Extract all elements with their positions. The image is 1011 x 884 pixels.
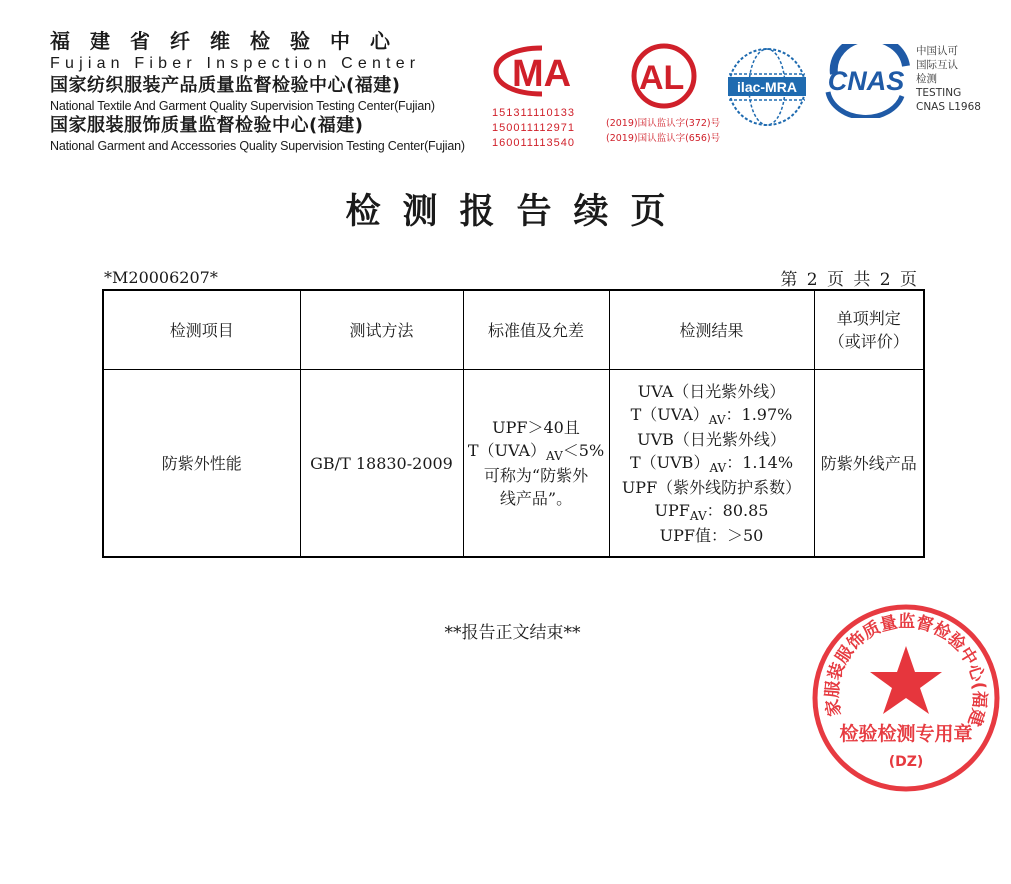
cma-number-1: 151311110133 xyxy=(492,107,575,119)
report-end-marker: **报告正文结束** xyxy=(444,623,581,643)
cnas-line-1: 中国认可 xyxy=(916,45,958,57)
cma-number-2: 150011112971 xyxy=(492,122,575,134)
cma-mark-icon xyxy=(492,44,592,98)
cnas-mark-text: CNAS xyxy=(827,66,905,96)
cma-mark-text: MA xyxy=(512,53,572,95)
seal-ring-text: 家服装服饰质量监督检验中心(福建 xyxy=(822,611,990,729)
table-row xyxy=(103,370,924,558)
page-indicator: 第 2 页 共 2 页 xyxy=(780,270,919,290)
center2-name-cn: 国家服装服饰质量监督检验中心(福建) xyxy=(50,115,364,136)
cnas-line-5: CNAS L1968 xyxy=(916,101,981,113)
result-uvb-value: $T(UVB)_{AV}$：1.14% xyxy=(629,452,794,475)
header-standard: 标准值及允差 xyxy=(463,290,609,370)
header-test-item: 检测项目 xyxy=(103,290,300,370)
header-organization xyxy=(50,28,470,154)
standard-line-2: $T(UVA)_{AV}<5\%$ xyxy=(467,441,605,463)
seal-code-text: (DZ) xyxy=(888,754,924,770)
standard-line-1: UPF＞40且 xyxy=(492,418,580,437)
svg-text:国家服装服饰质量监督检验中心(福建) xyxy=(808,600,990,729)
cell-result xyxy=(609,370,814,558)
result-uva-value: $T(UVA)_{AV}$：1.97% xyxy=(630,404,793,427)
center2-name-en: National Garment and Accessories Quality Supervision Testing Center(Fujian) xyxy=(50,139,465,153)
header-verdict xyxy=(814,290,924,370)
result-uva-label: UVA（日光紫外线） xyxy=(637,381,786,401)
ilac-globe-icon xyxy=(726,46,808,128)
test-results-table xyxy=(102,289,925,558)
ilac-mark-text: ilac-MRA xyxy=(737,79,797,95)
cell-standard xyxy=(463,370,609,558)
cnas-accreditation-info xyxy=(916,44,981,114)
result-upf-label: UPF（紫外线防护系数） xyxy=(621,477,802,497)
center1-name-en: National Textile And Garment Quality Supervision Testing Center(Fujian) xyxy=(50,99,435,113)
cnas-line-2: 国际互认 xyxy=(916,59,958,71)
result-uvb-label: UVB（日光紫外线） xyxy=(637,429,786,449)
header-verdict-line1: 单项判定 xyxy=(836,309,901,328)
result-upf-av-value: $UPF_{AV}$：80.85 xyxy=(654,500,769,523)
report-number: *M20006207* xyxy=(104,268,218,287)
cnas-logo xyxy=(818,44,914,122)
cell-verdict: 防紫外线产品 xyxy=(814,370,924,558)
standard-line-4: 线产品”。 xyxy=(499,489,573,508)
cell-test-method: GB/T 18830-2009 xyxy=(300,370,463,558)
result-upf-value: UPF值：＞50 xyxy=(659,525,764,545)
report-title: 检测报告续页 xyxy=(345,192,688,232)
cnas-mark-icon xyxy=(818,44,914,118)
table-header-row xyxy=(103,290,924,370)
standard-line-3: 可称为“防紫外 xyxy=(483,466,589,485)
cal-number-1: (2019)国认监认字(372)号 xyxy=(606,118,721,129)
cal-mark-icon xyxy=(606,40,722,112)
org-name-cn: 福建省纤维检验中心 xyxy=(50,29,410,53)
cnas-line-4: TESTING xyxy=(916,87,962,99)
center1-name-cn: 国家纺织服装产品质量监督检验中心(福建) xyxy=(50,75,401,96)
ilac-mra-logo xyxy=(726,46,808,132)
cal-number-2: (2019)国认监认字(656)号 xyxy=(606,133,721,144)
seal-center-text: 检验检测专用章 xyxy=(839,723,973,745)
header-verdict-line2: （或评价） xyxy=(828,332,909,351)
header-result: 检测结果 xyxy=(609,290,814,370)
official-seal xyxy=(808,600,1004,800)
cma-logo xyxy=(492,44,592,151)
cal-mark-text: AL xyxy=(639,59,685,97)
seal-stamp-icon xyxy=(808,600,1004,796)
header-test-method: 测试方法 xyxy=(300,290,463,370)
org-name-en: Fujian Fiber Inspection Center xyxy=(50,55,421,72)
cma-number-3: 160011113540 xyxy=(492,137,575,149)
cell-test-item: 防紫外性能 xyxy=(103,370,300,558)
cnas-line-3: 检测 xyxy=(916,73,937,85)
cal-logo xyxy=(606,40,722,146)
